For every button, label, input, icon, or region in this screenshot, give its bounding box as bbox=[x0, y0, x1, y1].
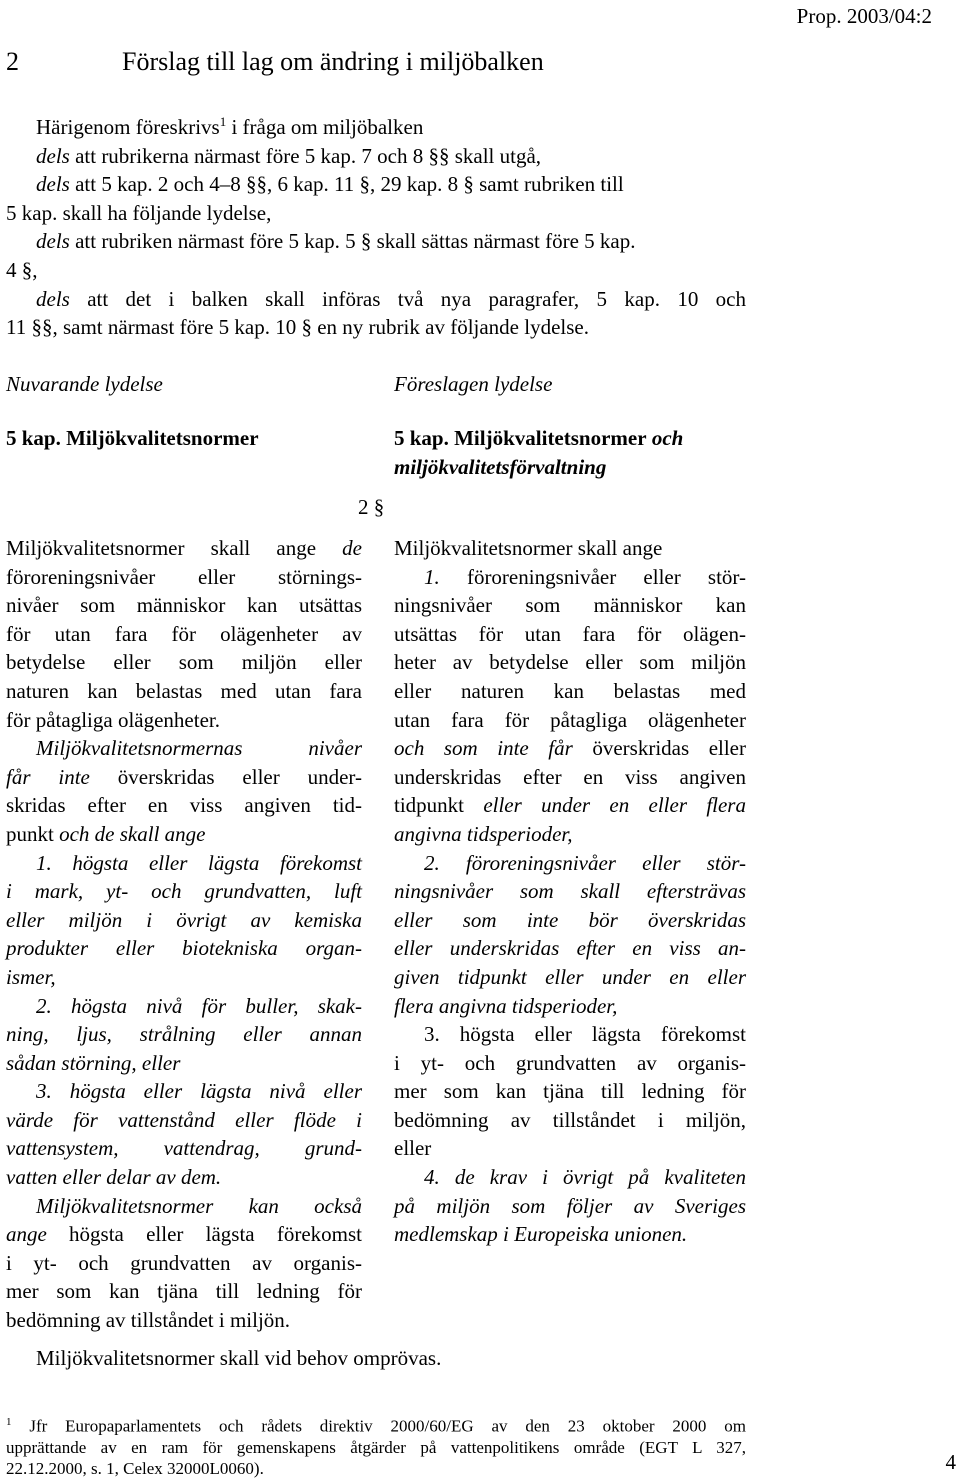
intro-line: 5 kap. skall ha följande lydelse, bbox=[6, 200, 272, 225]
intro-line: dels att 5 kap. 2 och 4–8 §§, 6 kap. 11 §, 29 kap. 8 § samt rubriken till bbox=[36, 172, 624, 197]
list-item-line: värde för vattenstånd eller flöde i bbox=[6, 1107, 362, 1132]
list-item-line: bedömning av tillståndet i miljön, bbox=[394, 1107, 746, 1132]
text-line: ange högsta eller lägsta förekomst bbox=[6, 1222, 362, 1247]
list-item-line: ningsnivåer som människor kan bbox=[394, 593, 746, 618]
list-item-line: på miljön som följer av Sveriges bbox=[394, 1193, 746, 1218]
text-line: i yt- och grundvatten av organis- bbox=[6, 1250, 362, 1275]
list-item-line: tidpunkt eller under en eller flera bbox=[394, 793, 746, 818]
intro-line: Härigenom föreskrivs$^1$ i fråga om miljöbalken bbox=[36, 114, 424, 139]
text-line: Miljökvalitetsnormer kan också bbox=[36, 1193, 362, 1218]
current-wording-heading: Nuvarande lydelse bbox=[6, 372, 163, 396]
list-item-line: 2. högsta nivå för buller, skak- bbox=[36, 993, 362, 1018]
list-item-line: eller miljön i övrigt av kemiska bbox=[6, 907, 362, 932]
list-item-line: och som inte får överskridas eller bbox=[394, 736, 746, 761]
text-line: för påtagliga olägenheter. bbox=[6, 707, 220, 732]
list-item-line: heter av betydelse eller som miljön bbox=[394, 650, 746, 675]
list-item-line: 4. de krav i övrigt på kvaliteten bbox=[424, 1165, 746, 1190]
proposed-wording-heading: Föreslagen lydelse bbox=[394, 372, 553, 396]
paragraph-marker: 2 § bbox=[358, 495, 385, 519]
text-line: punkt och de skall ange bbox=[6, 821, 206, 846]
list-item-line: 3. högsta eller lägsta förekomst bbox=[424, 1022, 746, 1047]
list-item-line: sådan störning, eller bbox=[6, 1050, 181, 1075]
intro-line: 11 §§, samt närmast före 5 kap. 10 § en ny rubrik av följande lydelse. bbox=[6, 315, 589, 340]
text-line: skridas efter en viss angiven tid- bbox=[6, 793, 362, 818]
list-item-line: eller som inte bör överskridas bbox=[394, 907, 746, 932]
text-line: för utan fara för olägenheter av bbox=[6, 621, 362, 646]
list-item-line: mer som kan tjäna till ledning för bbox=[394, 1079, 746, 1104]
text-line: får inte överskridas eller under- bbox=[6, 764, 362, 789]
list-item-line: 3. högsta eller lägsta nivå eller bbox=[36, 1079, 362, 1104]
text-line: bedömning av tillståndet i miljön. bbox=[6, 1308, 291, 1333]
section-number: 2 bbox=[6, 47, 19, 76]
list-item-line: i mark, yt- och grundvatten, luft bbox=[6, 879, 362, 904]
left-column bbox=[6, 534, 362, 1335]
list-item-line: ismer, bbox=[6, 964, 56, 989]
page-number: 4 bbox=[945, 1450, 956, 1474]
list-item-line: ning, ljus, strålning eller annan bbox=[6, 1022, 362, 1047]
text-line: nivåer som människor kan utsättas bbox=[6, 593, 362, 618]
section-title: Förslag till lag om ändring i miljöbalken bbox=[122, 47, 544, 76]
text-line: betydelse eller som miljön eller bbox=[6, 650, 362, 675]
footnote: $^1$ Jfr Europaparlamentets och rådets direktiv 2000/60/EG av den 23 oktober 2000 om upprättande av en ram för gemenskapens åtgärder på vattenpolitikens område (EGT L 327, 22.12.2000, s. 1, Celex 32000L0060). bbox=[6, 1416, 746, 1478]
intro-block bbox=[6, 108, 746, 342]
left-chapter-heading: 5 kap. Miljökvalitetsnormer bbox=[6, 426, 259, 450]
intro-line: dels att rubriken närmast före 5 kap. 5 § skall sättas närmast före 5 kap. bbox=[36, 229, 636, 254]
list-item-line: medlemskap i Europeiska unionen. bbox=[394, 1222, 688, 1247]
list-item-line: utsättas för utan fara för olägen- bbox=[394, 621, 746, 646]
list-item-line: 1. föroreningsnivåer eller stör- bbox=[424, 564, 746, 589]
list-item-line: produkter eller biotekniska organ- bbox=[6, 936, 362, 961]
intro-line: dels att det i balken skall införas två nya paragrafer, 5 kap. 10 och bbox=[36, 286, 746, 311]
list-item-line: given tidpunkt eller under en eller bbox=[394, 964, 746, 989]
footnote-ref: 1 bbox=[219, 114, 227, 129]
list-item-line: eller bbox=[394, 1136, 432, 1161]
right-chapter-heading: 5 kap. Miljökvalitetsnormer och bbox=[394, 426, 684, 450]
text-line: Miljökvalitetsnormer skall ange bbox=[394, 536, 663, 560]
intro-line: dels att rubrikerna närmast före 5 kap. 7 och 8 §§ skall utgå, bbox=[36, 143, 542, 168]
list-item-line: 1. högsta eller lägsta förekomst bbox=[36, 850, 362, 875]
text-line: naturen kan belastas med utan fara bbox=[6, 678, 362, 703]
list-item-line: eller naturen kan belastas med bbox=[394, 678, 746, 703]
list-item-line: vattensystem, vattendrag, grund- bbox=[6, 1136, 362, 1161]
text-line: mer som kan tjäna till ledning för bbox=[6, 1279, 362, 1304]
footnote-number: 1 bbox=[6, 1416, 12, 1428]
list-item-line: 2. föroreningsnivåer eller stör- bbox=[424, 850, 746, 875]
list-item-line: vatten eller delar av dem. bbox=[6, 1165, 222, 1190]
intro-line: 4 §, bbox=[6, 257, 38, 282]
list-item-line: ningsnivåer som skall eftersträvas bbox=[394, 879, 746, 904]
list-item-line: utan fara för påtagliga olägenheter bbox=[394, 707, 746, 732]
text-line: Miljökvalitetsnormer skall ange de bbox=[6, 536, 362, 560]
right-chapter-heading-line2: miljökvalitetsförvaltning bbox=[394, 455, 607, 479]
document-reference: Prop. 2003/04:2 bbox=[796, 4, 932, 28]
list-item-line: angivna tidsperioder, bbox=[394, 821, 573, 846]
shared-text-line: Miljökvalitetsnormer skall vid behov omprövas. bbox=[36, 1346, 442, 1370]
list-item-line: underskridas efter en viss angiven bbox=[394, 764, 746, 789]
list-item-line: eller underskridas efter en viss an- bbox=[394, 936, 746, 961]
text-line: föroreningsnivåer eller störnings- bbox=[6, 564, 362, 589]
list-item-line: i yt- och grundvatten av organis- bbox=[394, 1050, 746, 1075]
list-item-line: flera angivna tidsperioder, bbox=[394, 993, 618, 1018]
text-line: Miljökvalitetsnormernas nivåer bbox=[36, 736, 362, 761]
right-column bbox=[394, 534, 746, 1249]
